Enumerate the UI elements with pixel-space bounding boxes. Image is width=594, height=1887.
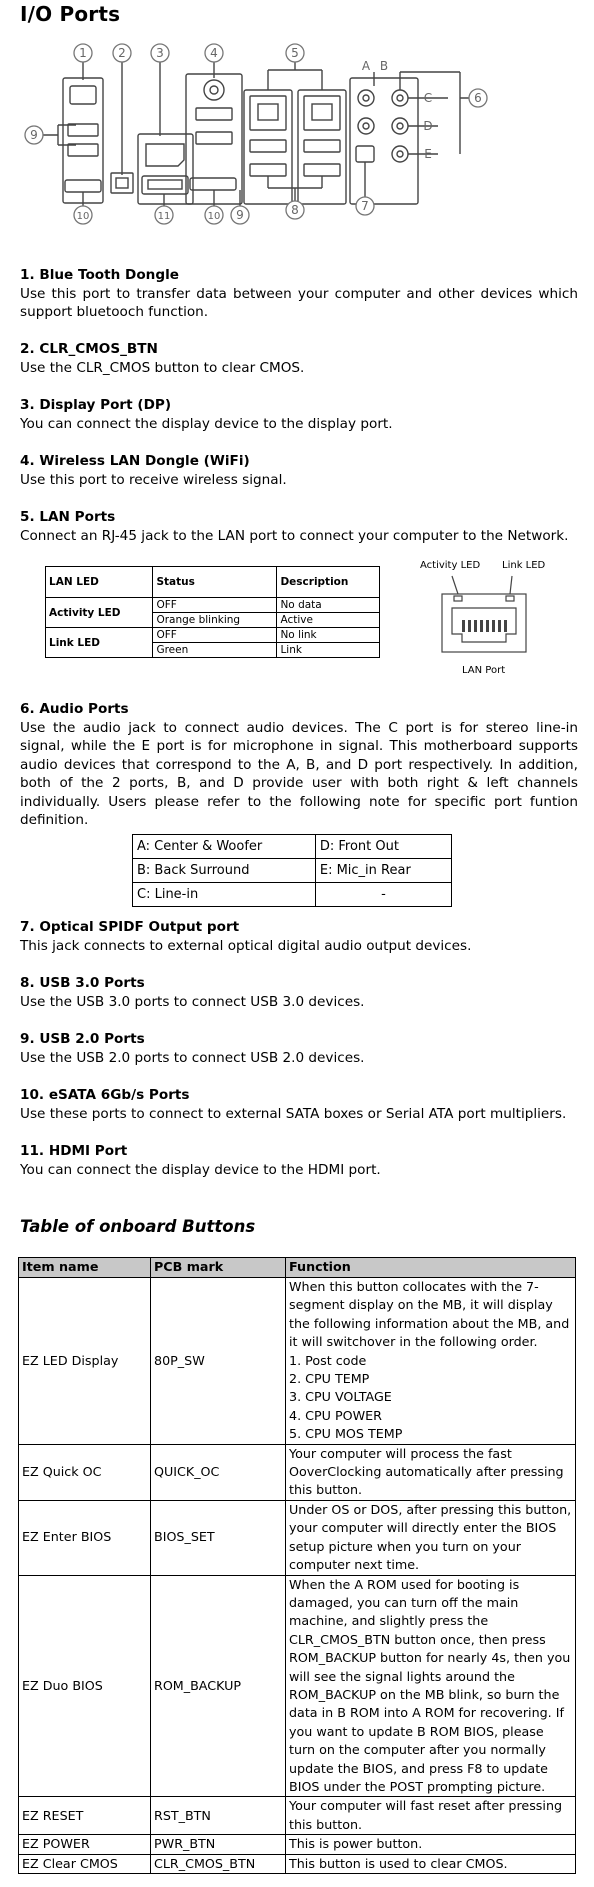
- function-cell: When the A ROM used for booting is damaged, you can turn off the main machine, and slightly press the CLR_CMOS_BTN button once, then press ROM_BACKUP button for nearly 4s, then you will see the signal lights around the ROM_BACKUP on the MB blink, so burn the data in B ROM into A ROM for recovering. If you want to update B ROM BIOS, please turn on the computer after you normally update the BIOS, and press F8 to update BIOS under the POST prompting picture.: [286, 1575, 576, 1797]
- callout-4: 4: [210, 46, 218, 60]
- lan-cell: Green: [153, 643, 277, 658]
- section-display-port: [20, 396, 578, 433]
- letter-c: C: [423, 91, 433, 105]
- onboard-buttons-table: [18, 1257, 576, 1874]
- section-heading: 6. Audio Ports: [20, 701, 129, 717]
- section-text: You can connect the display device to the HDMI port.: [20, 1161, 381, 1178]
- section-text: Use this port to receive wireless signal.: [20, 471, 287, 488]
- callout-3: 3: [156, 46, 164, 60]
- buttons-header-item: Item name: [19, 1258, 151, 1278]
- section-esata: [20, 1086, 578, 1123]
- function-line: 5. CPU MOS TEMP: [289, 1426, 403, 1442]
- section-heading: 10. eSATA 6Gb/s Ports: [20, 1087, 190, 1103]
- section-wifi: [20, 452, 578, 489]
- callout-1: 1: [79, 46, 87, 60]
- section-text: Use the audio jack to connect audio devices. The C port is for stereo line-in signal, while the E port is for microphone in signal. This motherboard supports audio devices that correspond to the A, B, and D port respectively. In addition, both of the 2 ports, B, and D provide user with both right & left channels individually. Users please refer to the following note for specific port funtion definition.: [20, 719, 578, 828]
- pcb-mark: BIOS_SET: [151, 1500, 286, 1575]
- function-line: 1. Post code: [289, 1352, 367, 1368]
- pcb-mark: RST_BTN: [151, 1797, 286, 1835]
- lan-cell: No data: [277, 598, 380, 613]
- section-text: Use these ports to connect to external SATA boxes or Serial ATA port multipliers.: [20, 1105, 567, 1122]
- section-usb3: [20, 974, 578, 1011]
- section-text: Use the USB 3.0 ports to connect USB 3.0 devices.: [20, 993, 365, 1010]
- lan-cell: OFF: [153, 628, 277, 643]
- pcb-mark: QUICK_OC: [151, 1444, 286, 1500]
- section-heading: 3. Display Port (DP): [20, 397, 172, 413]
- function-line: 3. CPU VOLTAGE: [289, 1389, 392, 1405]
- section-heading: 11. HDMI Port: [20, 1143, 128, 1159]
- io-panel-diagram: [18, 40, 583, 250]
- lan-cell: Link: [277, 643, 380, 658]
- pcb-mark: 80P_SW: [151, 1278, 286, 1445]
- callout-9: 9: [30, 128, 38, 142]
- item-name: EZ POWER: [19, 1835, 151, 1854]
- callout-9b: 9: [236, 208, 244, 222]
- item-name: EZ LED Display: [19, 1278, 151, 1445]
- section-text: Use the USB 2.0 ports to connect USB 2.0 devices.: [20, 1049, 365, 1066]
- lan-activity-label: Activity LED: [46, 598, 153, 628]
- callout-7: 7: [361, 199, 369, 213]
- section-bluetooth: [20, 266, 578, 322]
- lan-port-icon: [430, 574, 540, 659]
- section-heading: 8. USB 3.0 Ports: [20, 975, 145, 991]
- table-row: [19, 1500, 576, 1575]
- function-line: 4. CPU POWER: [289, 1407, 382, 1423]
- item-name: EZ RESET: [19, 1797, 151, 1835]
- section-heading: 7. Optical SPIDF Output port: [20, 919, 240, 935]
- audio-cell: -: [315, 883, 451, 907]
- section-clr-cmos: [20, 340, 578, 377]
- callout-2: 2: [118, 46, 126, 60]
- section-text: This jack connects to external optical digital audio output devices.: [20, 937, 472, 954]
- buttons-header-function: Function: [286, 1258, 576, 1278]
- audio-cell: E: Mic_in Rear: [315, 859, 451, 883]
- section-text: Connect an RJ-45 jack to the LAN port to connect your computer to the Network.: [20, 527, 569, 544]
- section-heading: 2. CLR_CMOS_BTN: [20, 341, 158, 357]
- lan-header-led: LAN LED: [46, 567, 153, 598]
- section-usb2: [20, 1030, 578, 1067]
- section-heading: 4. Wireless LAN Dongle (WiFi): [20, 453, 250, 469]
- function-cell: Your computer will process the fast OoverClocking automatically after pressing this button.: [286, 1444, 576, 1500]
- item-name: EZ Duo BIOS: [19, 1575, 151, 1797]
- callout-10b: 10: [207, 211, 221, 222]
- lan-cell: OFF: [153, 598, 277, 613]
- callout-11: 11: [157, 211, 171, 222]
- lan-header-status: Status: [153, 567, 277, 598]
- section-hdmi: [20, 1142, 578, 1179]
- lan-port-caption: LAN Port: [462, 665, 506, 676]
- lan-cell: Active: [277, 613, 380, 628]
- buttons-header-mark: PCB mark: [151, 1258, 286, 1278]
- table-row: [19, 1278, 576, 1445]
- function-cell: This button is used to clear CMOS.: [286, 1854, 576, 1873]
- function-line: When this button collocates with the 7-segment display on the MB, it will display the following information about the MB, and it will switchover in the following order.: [289, 1279, 570, 1350]
- item-name: EZ Clear CMOS: [19, 1854, 151, 1873]
- pcb-mark: ROM_BACKUP: [151, 1575, 286, 1797]
- audio-cell: C: Line-in: [133, 883, 316, 907]
- callout-5: 5: [291, 46, 299, 60]
- table-row: [19, 1444, 576, 1500]
- letter-b: B: [379, 59, 389, 73]
- letter-a: A: [361, 59, 371, 73]
- lan-led-table: [45, 566, 380, 658]
- pcb-mark: PWR_BTN: [151, 1835, 286, 1854]
- section-text: Use this port to transfer data between your computer and other devices which support bluetooch function.: [20, 285, 578, 320]
- section-heading: 1. Blue Tooth Dongle: [20, 267, 179, 283]
- table-row: [19, 1797, 576, 1835]
- lan-cell: Orange blinking: [153, 613, 277, 628]
- function-cell: This is power button.: [286, 1835, 576, 1854]
- letter-e: E: [424, 147, 432, 161]
- section-spdif: [20, 918, 578, 955]
- audio-cell: A: Center & Woofer: [133, 835, 316, 859]
- item-name: EZ Enter BIOS: [19, 1500, 151, 1575]
- callout-6: 6: [474, 91, 482, 105]
- section-lan: [20, 508, 578, 545]
- callout-10: 10: [76, 211, 90, 222]
- function-cell: [286, 1278, 576, 1445]
- function-cell: Under OS or DOS, after pressing this button, your computer will directly enter the BIOS setup picture when you turn on your computer next time.: [286, 1500, 576, 1575]
- callout-8: 8: [291, 203, 299, 217]
- section-audio: [20, 700, 578, 830]
- section-text: You can connect the display device to the display port.: [20, 415, 393, 432]
- pcb-mark: CLR_CMOS_BTN: [151, 1854, 286, 1873]
- buttons-table-title: Table of onboard Buttons: [20, 1217, 256, 1236]
- section-heading: 5. LAN Ports: [20, 509, 116, 525]
- section-heading: 9. USB 2.0 Ports: [20, 1031, 145, 1047]
- lan-header-description: Description: [277, 567, 380, 598]
- table-row: [19, 1835, 576, 1854]
- lan-port-figure: [420, 560, 550, 680]
- letter-d: D: [423, 119, 433, 133]
- function-line: 2. CPU TEMP: [289, 1371, 370, 1387]
- audio-ports-table: [132, 834, 452, 907]
- table-row: [19, 1854, 576, 1873]
- audio-cell: D: Front Out: [315, 835, 451, 859]
- lan-cell: No link: [277, 628, 380, 643]
- page-title: I/O Ports: [20, 2, 121, 26]
- section-text: Use the CLR_CMOS button to clear CMOS.: [20, 359, 305, 376]
- audio-cell: B: Back Surround: [133, 859, 316, 883]
- table-row: [19, 1575, 576, 1797]
- item-name: EZ Quick OC: [19, 1444, 151, 1500]
- function-cell: Your computer will fast reset after pressing this button.: [286, 1797, 576, 1835]
- lan-link-label: Link LED: [46, 628, 153, 658]
- activity-led-label: Activity LED: [420, 560, 481, 571]
- link-led-label: Link LED: [502, 560, 546, 571]
